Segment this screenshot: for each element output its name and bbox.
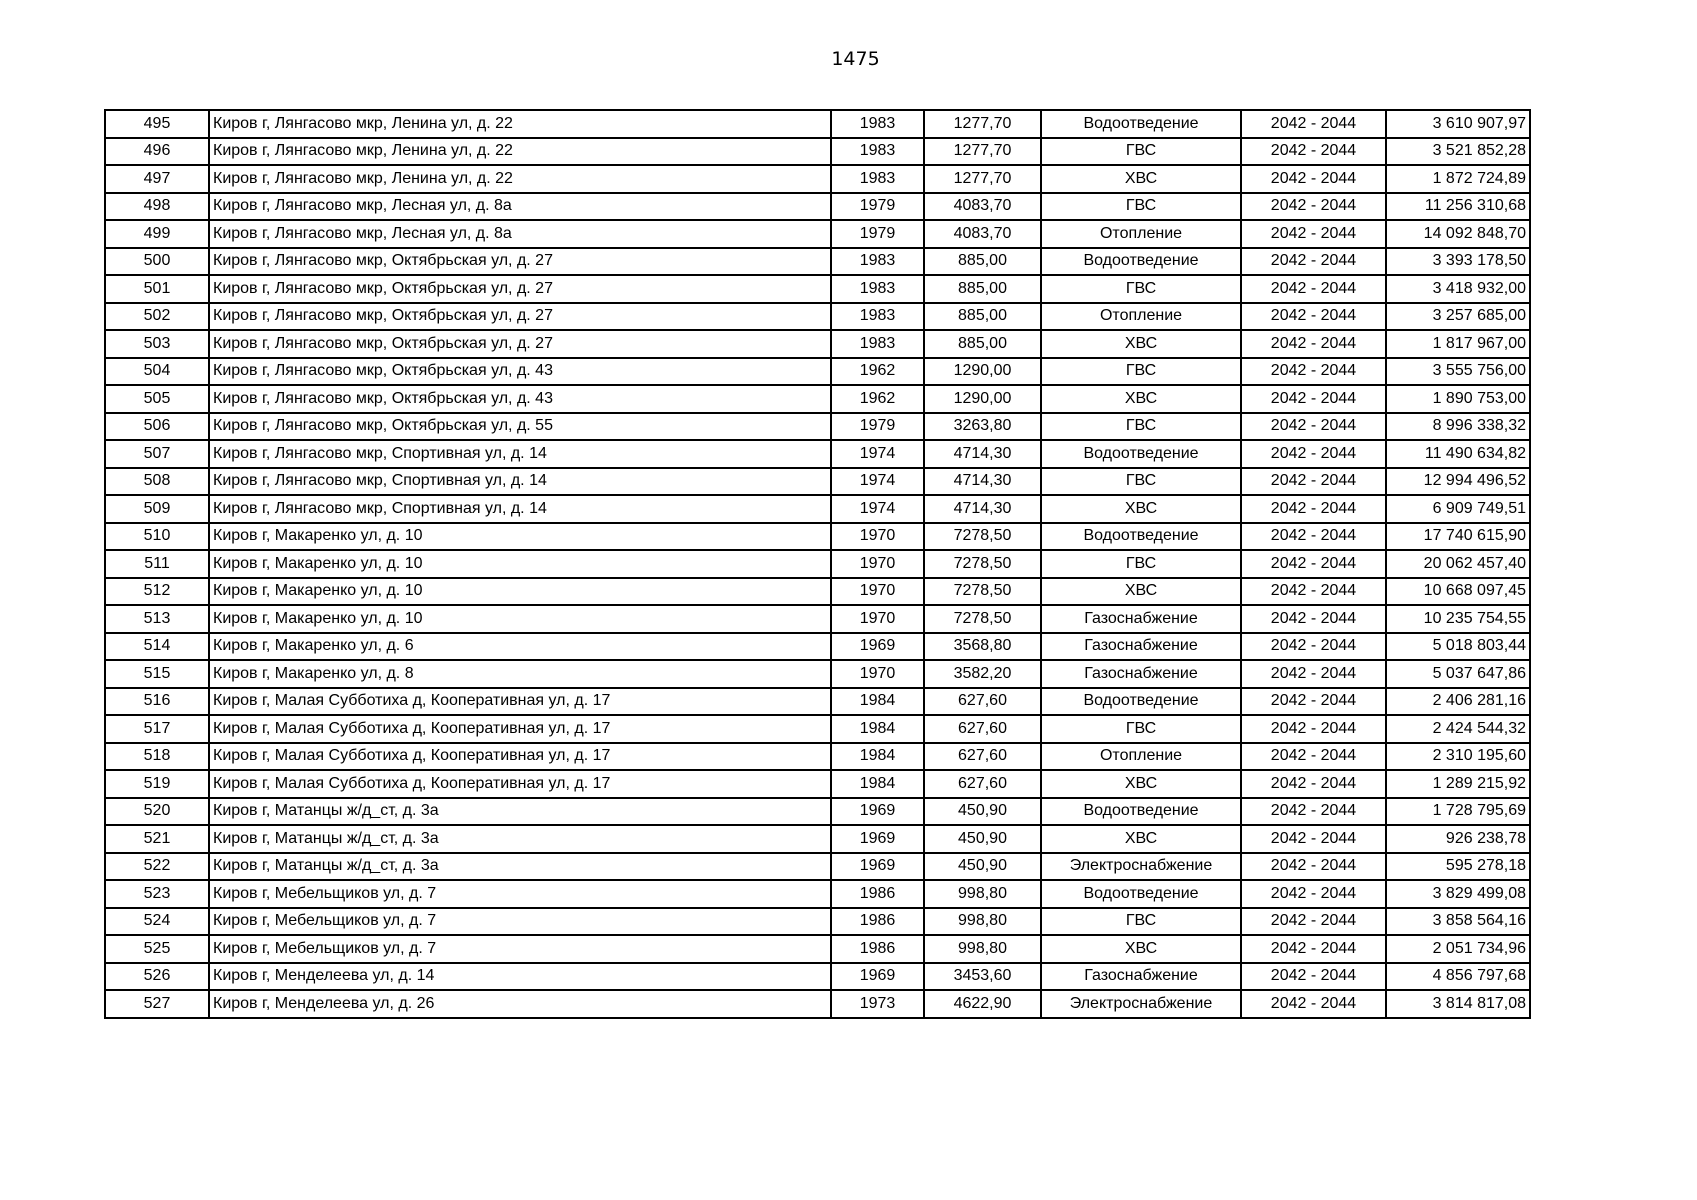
period-cell: 2042 - 2044 xyxy=(1241,688,1386,716)
cost-cell: 2 310 195,60 xyxy=(1386,743,1530,771)
year-built-cell: 1983 xyxy=(831,110,924,138)
cost-cell: 1 872 724,89 xyxy=(1386,165,1530,193)
table-row xyxy=(105,165,1530,193)
address-cell: Киров г, Лянгасово мкр, Октябрьская ул, д. 43 xyxy=(209,358,831,386)
period-cell: 2042 - 2044 xyxy=(1241,605,1386,633)
table-row xyxy=(105,495,1530,523)
table-row xyxy=(105,990,1530,1018)
period-cell: 2042 - 2044 xyxy=(1241,880,1386,908)
area-cell: 7278,50 xyxy=(924,523,1041,551)
address-cell: Киров г, Лянгасово мкр, Октябрьская ул, д. 43 xyxy=(209,385,831,413)
period-cell: 2042 - 2044 xyxy=(1241,303,1386,331)
cost-cell: 3 521 852,28 xyxy=(1386,138,1530,166)
cost-cell: 11 256 310,68 xyxy=(1386,193,1530,221)
year-built-cell: 1970 xyxy=(831,550,924,578)
cost-cell: 8 996 338,32 xyxy=(1386,413,1530,441)
period-cell: 2042 - 2044 xyxy=(1241,660,1386,688)
row-number: 527 xyxy=(105,990,209,1018)
service-type-cell: ГВС xyxy=(1041,358,1241,386)
table-row xyxy=(105,220,1530,248)
area-cell: 627,60 xyxy=(924,715,1041,743)
year-built-cell: 1979 xyxy=(831,193,924,221)
period-cell: 2042 - 2044 xyxy=(1241,798,1386,826)
address-cell: Киров г, Лянгасово мкр, Лесная ул, д. 8а xyxy=(209,193,831,221)
year-built-cell: 1983 xyxy=(831,275,924,303)
year-built-cell: 1984 xyxy=(831,688,924,716)
address-cell: Киров г, Малая Субботиха д, Кооперативная ул, д. 17 xyxy=(209,688,831,716)
table-row xyxy=(105,798,1530,826)
row-number: 522 xyxy=(105,853,209,881)
year-built-cell: 1983 xyxy=(831,165,924,193)
address-cell: Киров г, Малая Субботиха д, Кооперативная ул, д. 17 xyxy=(209,715,831,743)
service-type-cell: ХВС xyxy=(1041,770,1241,798)
address-cell: Киров г, Лянгасово мкр, Ленина ул, д. 22 xyxy=(209,110,831,138)
table-row xyxy=(105,578,1530,606)
area-cell: 1277,70 xyxy=(924,110,1041,138)
year-built-cell: 1979 xyxy=(831,220,924,248)
year-built-cell: 1969 xyxy=(831,633,924,661)
service-type-cell: ХВС xyxy=(1041,165,1241,193)
address-cell: Киров г, Менделеева ул, д. 14 xyxy=(209,963,831,991)
service-type-cell: Водоотведение xyxy=(1041,440,1241,468)
service-type-cell: ГВС xyxy=(1041,908,1241,936)
service-type-cell: ГВС xyxy=(1041,138,1241,166)
table-row xyxy=(105,825,1530,853)
year-built-cell: 1973 xyxy=(831,990,924,1018)
area-cell: 7278,50 xyxy=(924,605,1041,633)
area-cell: 7278,50 xyxy=(924,578,1041,606)
cost-cell: 4 856 797,68 xyxy=(1386,963,1530,991)
area-cell: 3453,60 xyxy=(924,963,1041,991)
service-type-cell: ГВС xyxy=(1041,715,1241,743)
area-cell: 1290,00 xyxy=(924,385,1041,413)
service-type-cell: ГВС xyxy=(1041,275,1241,303)
table-row xyxy=(105,523,1530,551)
cost-cell: 2 424 544,32 xyxy=(1386,715,1530,743)
table-row xyxy=(105,605,1530,633)
table-row xyxy=(105,633,1530,661)
cost-cell: 5 018 803,44 xyxy=(1386,633,1530,661)
table-row xyxy=(105,248,1530,276)
cost-cell: 926 238,78 xyxy=(1386,825,1530,853)
period-cell: 2042 - 2044 xyxy=(1241,935,1386,963)
table-row xyxy=(105,440,1530,468)
area-cell: 885,00 xyxy=(924,248,1041,276)
year-built-cell: 1970 xyxy=(831,523,924,551)
address-cell: Киров г, Матанцы ж/д_ст, д. 3а xyxy=(209,825,831,853)
table-row xyxy=(105,715,1530,743)
year-built-cell: 1984 xyxy=(831,715,924,743)
year-built-cell: 1986 xyxy=(831,935,924,963)
period-cell: 2042 - 2044 xyxy=(1241,138,1386,166)
address-cell: Киров г, Макаренко ул, д. 8 xyxy=(209,660,831,688)
area-cell: 885,00 xyxy=(924,303,1041,331)
service-type-cell: ГВС xyxy=(1041,413,1241,441)
table-body xyxy=(105,110,1530,1018)
cost-cell: 5 037 647,86 xyxy=(1386,660,1530,688)
area-cell: 7278,50 xyxy=(924,550,1041,578)
cost-cell: 3 858 564,16 xyxy=(1386,908,1530,936)
row-number: 516 xyxy=(105,688,209,716)
row-number: 509 xyxy=(105,495,209,523)
period-cell: 2042 - 2044 xyxy=(1241,825,1386,853)
year-built-cell: 1969 xyxy=(831,798,924,826)
area-cell: 1277,70 xyxy=(924,165,1041,193)
table-row xyxy=(105,468,1530,496)
address-cell: Киров г, Лянгасово мкр, Октябрьская ул, д. 27 xyxy=(209,248,831,276)
address-cell: Киров г, Мебельщиков ул, д. 7 xyxy=(209,880,831,908)
area-cell: 627,60 xyxy=(924,770,1041,798)
repair-schedule-table xyxy=(104,109,1531,1019)
address-cell: Киров г, Макаренко ул, д. 10 xyxy=(209,523,831,551)
row-number: 517 xyxy=(105,715,209,743)
service-type-cell: ГВС xyxy=(1041,550,1241,578)
service-type-cell: Газоснабжение xyxy=(1041,660,1241,688)
address-cell: Киров г, Лянгасово мкр, Октябрьская ул, д. 55 xyxy=(209,413,831,441)
service-type-cell: Водоотведение xyxy=(1041,110,1241,138)
year-built-cell: 1974 xyxy=(831,440,924,468)
service-type-cell: ХВС xyxy=(1041,825,1241,853)
service-type-cell: Водоотведение xyxy=(1041,248,1241,276)
period-cell: 2042 - 2044 xyxy=(1241,908,1386,936)
row-number: 526 xyxy=(105,963,209,991)
row-number: 525 xyxy=(105,935,209,963)
period-cell: 2042 - 2044 xyxy=(1241,193,1386,221)
service-type-cell: ХВС xyxy=(1041,330,1241,358)
table-row xyxy=(105,688,1530,716)
table-row xyxy=(105,660,1530,688)
period-cell: 2042 - 2044 xyxy=(1241,165,1386,193)
area-cell: 450,90 xyxy=(924,825,1041,853)
area-cell: 998,80 xyxy=(924,908,1041,936)
year-built-cell: 1970 xyxy=(831,578,924,606)
cost-cell: 17 740 615,90 xyxy=(1386,523,1530,551)
address-cell: Киров г, Макаренко ул, д. 10 xyxy=(209,550,831,578)
service-type-cell: Водоотведение xyxy=(1041,688,1241,716)
period-cell: 2042 - 2044 xyxy=(1241,275,1386,303)
service-type-cell: Отопление xyxy=(1041,220,1241,248)
period-cell: 2042 - 2044 xyxy=(1241,248,1386,276)
row-number: 518 xyxy=(105,743,209,771)
row-number: 496 xyxy=(105,138,209,166)
address-cell: Киров г, Лянгасово мкр, Октябрьская ул, д. 27 xyxy=(209,330,831,358)
row-number: 510 xyxy=(105,523,209,551)
service-type-cell: ХВС xyxy=(1041,495,1241,523)
cost-cell: 2 406 281,16 xyxy=(1386,688,1530,716)
service-type-cell: ХВС xyxy=(1041,935,1241,963)
table-row xyxy=(105,358,1530,386)
address-cell: Киров г, Лянгасово мкр, Ленина ул, д. 22 xyxy=(209,138,831,166)
table-row xyxy=(105,880,1530,908)
year-built-cell: 1969 xyxy=(831,853,924,881)
period-cell: 2042 - 2044 xyxy=(1241,385,1386,413)
year-built-cell: 1986 xyxy=(831,880,924,908)
year-built-cell: 1974 xyxy=(831,468,924,496)
cost-cell: 1 728 795,69 xyxy=(1386,798,1530,826)
service-type-cell: ХВС xyxy=(1041,385,1241,413)
period-cell: 2042 - 2044 xyxy=(1241,413,1386,441)
period-cell: 2042 - 2044 xyxy=(1241,440,1386,468)
cost-cell: 14 092 848,70 xyxy=(1386,220,1530,248)
year-built-cell: 1974 xyxy=(831,495,924,523)
table-row xyxy=(105,303,1530,331)
table-row xyxy=(105,550,1530,578)
area-cell: 3263,80 xyxy=(924,413,1041,441)
row-number: 502 xyxy=(105,303,209,331)
period-cell: 2042 - 2044 xyxy=(1241,853,1386,881)
cost-cell: 12 994 496,52 xyxy=(1386,468,1530,496)
table-row xyxy=(105,853,1530,881)
address-cell: Киров г, Макаренко ул, д. 6 xyxy=(209,633,831,661)
table-row xyxy=(105,193,1530,221)
year-built-cell: 1979 xyxy=(831,413,924,441)
year-built-cell: 1984 xyxy=(831,770,924,798)
table-row xyxy=(105,935,1530,963)
service-type-cell: Водоотведение xyxy=(1041,798,1241,826)
row-number: 507 xyxy=(105,440,209,468)
area-cell: 4083,70 xyxy=(924,220,1041,248)
area-cell: 1290,00 xyxy=(924,358,1041,386)
service-type-cell: Электроснабжение xyxy=(1041,990,1241,1018)
row-number: 521 xyxy=(105,825,209,853)
service-type-cell: Газоснабжение xyxy=(1041,633,1241,661)
area-cell: 450,90 xyxy=(924,853,1041,881)
period-cell: 2042 - 2044 xyxy=(1241,523,1386,551)
row-number: 501 xyxy=(105,275,209,303)
address-cell: Киров г, Мебельщиков ул, д. 7 xyxy=(209,935,831,963)
period-cell: 2042 - 2044 xyxy=(1241,990,1386,1018)
address-cell: Киров г, Мебельщиков ул, д. 7 xyxy=(209,908,831,936)
period-cell: 2042 - 2044 xyxy=(1241,578,1386,606)
cost-cell: 3 829 499,08 xyxy=(1386,880,1530,908)
period-cell: 2042 - 2044 xyxy=(1241,963,1386,991)
cost-cell: 10 668 097,45 xyxy=(1386,578,1530,606)
table-row xyxy=(105,908,1530,936)
cost-cell: 3 814 817,08 xyxy=(1386,990,1530,1018)
row-number: 524 xyxy=(105,908,209,936)
service-type-cell: ХВС xyxy=(1041,578,1241,606)
period-cell: 2042 - 2044 xyxy=(1241,550,1386,578)
row-number: 498 xyxy=(105,193,209,221)
row-number: 520 xyxy=(105,798,209,826)
service-type-cell: Водоотведение xyxy=(1041,523,1241,551)
cost-cell: 3 555 756,00 xyxy=(1386,358,1530,386)
row-number: 500 xyxy=(105,248,209,276)
year-built-cell: 1984 xyxy=(831,743,924,771)
table-row xyxy=(105,110,1530,138)
address-cell: Киров г, Матанцы ж/д_ст, д. 3а xyxy=(209,798,831,826)
service-type-cell: ГВС xyxy=(1041,468,1241,496)
year-built-cell: 1962 xyxy=(831,358,924,386)
table-row xyxy=(105,385,1530,413)
service-type-cell: Газоснабжение xyxy=(1041,963,1241,991)
address-cell: Киров г, Лянгасово мкр, Октябрьская ул, д. 27 xyxy=(209,303,831,331)
area-cell: 4714,30 xyxy=(924,468,1041,496)
year-built-cell: 1969 xyxy=(831,825,924,853)
period-cell: 2042 - 2044 xyxy=(1241,358,1386,386)
address-cell: Киров г, Макаренко ул, д. 10 xyxy=(209,578,831,606)
period-cell: 2042 - 2044 xyxy=(1241,743,1386,771)
period-cell: 2042 - 2044 xyxy=(1241,220,1386,248)
cost-cell: 3 393 178,50 xyxy=(1386,248,1530,276)
year-built-cell: 1983 xyxy=(831,248,924,276)
area-cell: 627,60 xyxy=(924,743,1041,771)
row-number: 504 xyxy=(105,358,209,386)
area-cell: 998,80 xyxy=(924,880,1041,908)
cost-cell: 1 289 215,92 xyxy=(1386,770,1530,798)
address-cell: Киров г, Менделеева ул, д. 26 xyxy=(209,990,831,1018)
period-cell: 2042 - 2044 xyxy=(1241,770,1386,798)
cost-cell: 2 051 734,96 xyxy=(1386,935,1530,963)
period-cell: 2042 - 2044 xyxy=(1241,495,1386,523)
area-cell: 885,00 xyxy=(924,330,1041,358)
service-type-cell: Электроснабжение xyxy=(1041,853,1241,881)
row-number: 523 xyxy=(105,880,209,908)
address-cell: Киров г, Лянгасово мкр, Спортивная ул, д. 14 xyxy=(209,495,831,523)
row-number: 505 xyxy=(105,385,209,413)
cost-cell: 1 817 967,00 xyxy=(1386,330,1530,358)
table-row xyxy=(105,330,1530,358)
cost-cell: 3 257 685,00 xyxy=(1386,303,1530,331)
address-cell: Киров г, Лянгасово мкр, Октябрьская ул, д. 27 xyxy=(209,275,831,303)
row-number: 512 xyxy=(105,578,209,606)
area-cell: 4714,30 xyxy=(924,440,1041,468)
row-number: 506 xyxy=(105,413,209,441)
service-type-cell: Отопление xyxy=(1041,303,1241,331)
address-cell: Киров г, Макаренко ул, д. 10 xyxy=(209,605,831,633)
area-cell: 3582,20 xyxy=(924,660,1041,688)
table-row xyxy=(105,138,1530,166)
year-built-cell: 1962 xyxy=(831,385,924,413)
area-cell: 4714,30 xyxy=(924,495,1041,523)
area-cell: 1277,70 xyxy=(924,138,1041,166)
period-cell: 2042 - 2044 xyxy=(1241,633,1386,661)
row-number: 514 xyxy=(105,633,209,661)
table-row xyxy=(105,770,1530,798)
cost-cell: 10 235 754,55 xyxy=(1386,605,1530,633)
area-cell: 4622,90 xyxy=(924,990,1041,1018)
cost-cell: 11 490 634,82 xyxy=(1386,440,1530,468)
cost-cell: 3 610 907,97 xyxy=(1386,110,1530,138)
row-number: 511 xyxy=(105,550,209,578)
area-cell: 885,00 xyxy=(924,275,1041,303)
year-built-cell: 1983 xyxy=(831,303,924,331)
service-type-cell: Газоснабжение xyxy=(1041,605,1241,633)
year-built-cell: 1969 xyxy=(831,963,924,991)
cost-cell: 1 890 753,00 xyxy=(1386,385,1530,413)
row-number: 508 xyxy=(105,468,209,496)
row-number: 519 xyxy=(105,770,209,798)
year-built-cell: 1983 xyxy=(831,138,924,166)
year-built-cell: 1986 xyxy=(831,908,924,936)
cost-cell: 20 062 457,40 xyxy=(1386,550,1530,578)
cost-cell: 3 418 932,00 xyxy=(1386,275,1530,303)
period-cell: 2042 - 2044 xyxy=(1241,330,1386,358)
address-cell: Киров г, Лянгасово мкр, Лесная ул, д. 8а xyxy=(209,220,831,248)
table-row xyxy=(105,743,1530,771)
period-cell: 2042 - 2044 xyxy=(1241,715,1386,743)
table-row xyxy=(105,963,1530,991)
area-cell: 4083,70 xyxy=(924,193,1041,221)
page-number: 1475 xyxy=(831,48,880,70)
area-cell: 450,90 xyxy=(924,798,1041,826)
row-number: 503 xyxy=(105,330,209,358)
row-number: 499 xyxy=(105,220,209,248)
area-cell: 627,60 xyxy=(924,688,1041,716)
address-cell: Киров г, Малая Субботиха д, Кооперативная ул, д. 17 xyxy=(209,743,831,771)
service-type-cell: ГВС xyxy=(1041,193,1241,221)
service-type-cell: Водоотведение xyxy=(1041,880,1241,908)
year-built-cell: 1970 xyxy=(831,605,924,633)
area-cell: 3568,80 xyxy=(924,633,1041,661)
address-cell: Киров г, Лянгасово мкр, Спортивная ул, д. 14 xyxy=(209,440,831,468)
row-number: 495 xyxy=(105,110,209,138)
year-built-cell: 1983 xyxy=(831,330,924,358)
row-number: 513 xyxy=(105,605,209,633)
period-cell: 2042 - 2044 xyxy=(1241,110,1386,138)
row-number: 497 xyxy=(105,165,209,193)
cost-cell: 6 909 749,51 xyxy=(1386,495,1530,523)
area-cell: 998,80 xyxy=(924,935,1041,963)
year-built-cell: 1970 xyxy=(831,660,924,688)
table-row xyxy=(105,413,1530,441)
address-cell: Киров г, Матанцы ж/д_ст, д. 3а xyxy=(209,853,831,881)
service-type-cell: Отопление xyxy=(1041,743,1241,771)
table-row xyxy=(105,275,1530,303)
cost-cell: 595 278,18 xyxy=(1386,853,1530,881)
address-cell: Киров г, Лянгасово мкр, Спортивная ул, д. 14 xyxy=(209,468,831,496)
period-cell: 2042 - 2044 xyxy=(1241,468,1386,496)
row-number: 515 xyxy=(105,660,209,688)
address-cell: Киров г, Лянгасово мкр, Ленина ул, д. 22 xyxy=(209,165,831,193)
address-cell: Киров г, Малая Субботиха д, Кооперативная ул, д. 17 xyxy=(209,770,831,798)
